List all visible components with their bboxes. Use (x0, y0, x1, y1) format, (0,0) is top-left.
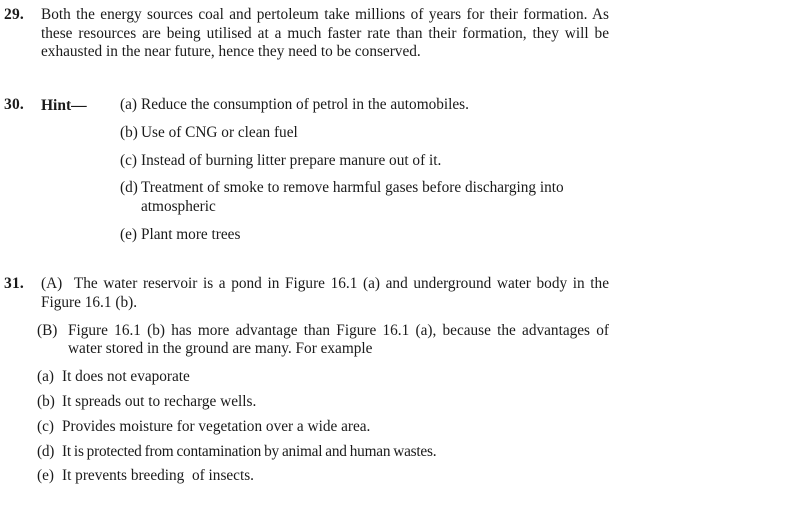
list-text: It is protected from contamination by animal and human wastes. (62, 442, 437, 460)
answer-item-30 (0, 96, 805, 245)
list-text: Use of CNG or clean fuel (141, 123, 298, 141)
list-marker: (b) (37, 392, 55, 410)
list-marker: (c) (120, 151, 137, 169)
item-31-reasons-list (37, 368, 805, 486)
list-marker: (c) (37, 417, 54, 435)
item-number: 29. (4, 6, 24, 23)
subpart-B (37, 322, 805, 360)
list-item (37, 418, 805, 437)
list-text: Instead of burning litter prepare manure out of it. (141, 151, 442, 169)
list-marker: (b) (120, 123, 138, 141)
hint-label: Hint— (41, 97, 87, 114)
subpart-text: Figure 16.1 (b) has more advantage than Figure 16.1 (a), because the advantages of water stored in the ground are many. For example (68, 321, 609, 358)
list-item (120, 179, 805, 217)
answer-item-31 (0, 275, 805, 486)
list-text: Reduce the consumption of petrol in the automobiles. (141, 96, 469, 113)
item-29-paragraph: Both the energy sources coal and pertoleum take millions of years for their formation. As these resources are being utilised at a much faster rate than their formation, they will be exhausted in the near future, hence they need to be conserved. (41, 6, 609, 61)
list-text: Plant more trees (141, 225, 241, 243)
subpart-marker: (A) (41, 275, 63, 292)
list-marker: (e) (37, 467, 54, 485)
list-item (37, 393, 805, 412)
subpart-marker: (B) (37, 321, 58, 339)
list-text: It prevents breeding of insects. (62, 467, 255, 485)
list-item (120, 124, 805, 143)
item-number: 31. (4, 275, 24, 292)
list-text: It does not evaporate (62, 368, 190, 386)
list-item (37, 368, 805, 387)
list-marker: (d) (120, 179, 138, 197)
hint-list (41, 96, 805, 245)
list-text: Treatment of smoke to remove harmful gases before discharging into atmospheric (141, 179, 564, 216)
list-marker: (a) (120, 96, 137, 113)
item-number: 30. (4, 96, 24, 113)
list-marker: (e) (120, 225, 137, 243)
subpart-A (41, 275, 805, 313)
list-text: It spreads out to recharge wells. (62, 392, 257, 410)
list-item (120, 96, 805, 115)
subpart-text: The water reservoir is a pond in Figure 16.1 (a) and underground water body in the Figure 16.1 (b). (41, 275, 609, 311)
hint-row (41, 96, 805, 245)
list-item (37, 443, 805, 462)
list-marker: (d) (37, 442, 55, 460)
answer-item-29 (0, 6, 805, 62)
list-text: Provides moisture for vegetation over a wide area. (62, 417, 371, 435)
list-item (120, 152, 805, 171)
list-item (120, 226, 805, 245)
list-marker: (a) (37, 368, 54, 386)
item-31-subparts (37, 275, 805, 359)
list-item (37, 467, 805, 486)
